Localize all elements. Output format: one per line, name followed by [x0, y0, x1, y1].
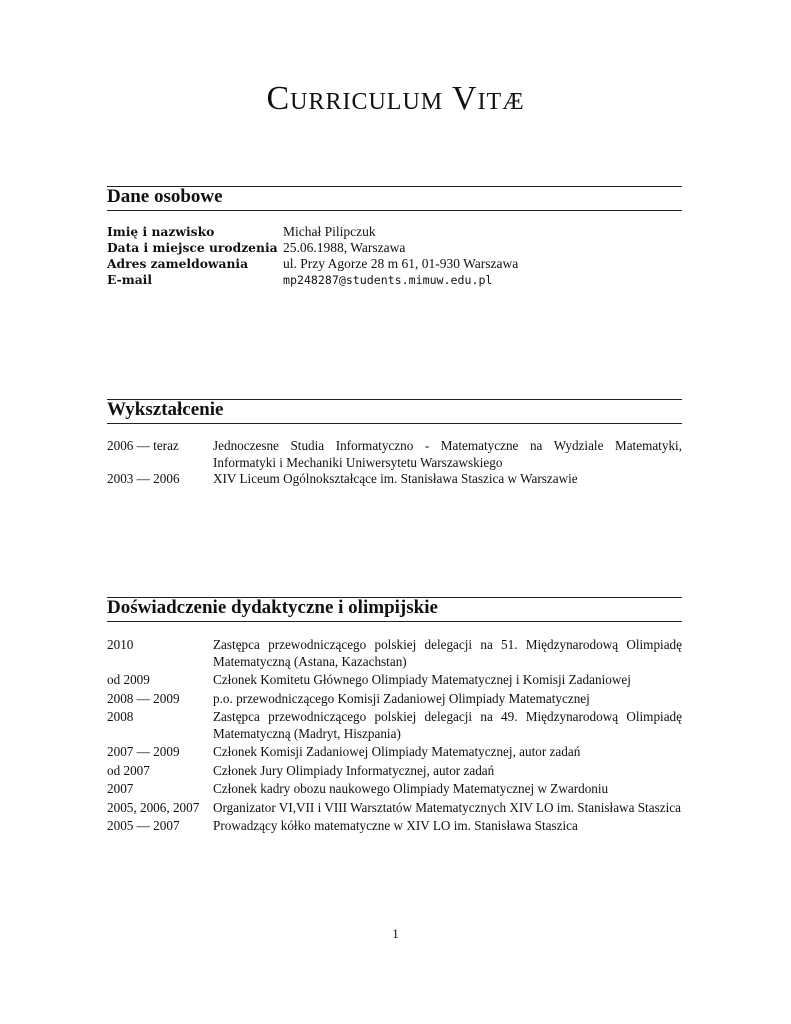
personal-row: [107, 224, 518, 240]
personal-row: [107, 272, 518, 288]
item-text: p.o. przewodniczącego Komisji Zadaniowej Olimpiady Matematycznej: [213, 690, 590, 706]
item-text: Zastępca przewodniczącego polskiej delegacji na 49. Międzynarodową Olimpiadę Matematyczną (Madryt, Hiszpania): [213, 709, 682, 741]
page-number: 1: [392, 926, 399, 941]
list-item: [107, 781, 682, 798]
education-list: [107, 438, 682, 488]
section-heading-experience: Doświadczenie dydaktyczne i olimpijskie: [107, 597, 682, 622]
personal-key: E-mail: [107, 272, 153, 287]
item-text: Członek Komisji Zadaniowej Olimpiady Matematycznej, autor zadań: [213, 744, 581, 759]
personal-key: Data i miejsce urodzenia: [107, 240, 278, 255]
item-date: 2008: [107, 709, 134, 724]
item-date: 2008 — 2009: [107, 690, 180, 706]
personal-row: [107, 256, 518, 272]
list-item: [107, 637, 682, 670]
personal-value: Michał Pilipczuk: [283, 224, 376, 239]
personal-value: ul. Przy Agorze 28 m 61, 01-930 Warszawa: [283, 256, 519, 271]
item-date: 2005, 2006, 2007: [107, 799, 200, 815]
item-text: Członek Komitetu Głównego Olimpiady Matematycznej i Komisji Zadaniowej: [213, 672, 631, 687]
item-text: Członek kadry obozu naukowego Olimpiady Matematycznej w Zwardoniu: [213, 781, 609, 796]
personal-key: Adres zameldowania: [107, 256, 249, 271]
item-text: Organizator VI,VII i VIII Warsztatów Matematycznych XIV LO im. Stanisława Staszica: [213, 799, 681, 815]
item-date: 2007: [107, 781, 134, 796]
item-date: 2010: [107, 637, 134, 652]
list-item: [107, 438, 682, 471]
item-date: od 2007: [107, 762, 150, 778]
email-value: mp248287@students.mimuw.edu.pl: [283, 273, 493, 287]
list-item: [107, 471, 682, 488]
list-item: [107, 744, 682, 761]
list-item: [107, 691, 682, 708]
section-heading-education: Wykształcenie: [107, 399, 682, 424]
list-item: [107, 709, 682, 742]
personal-value: 25.06.1988, Warszawa: [283, 240, 406, 255]
list-item: [107, 672, 682, 689]
item-text: Prowadzący kółko matematyczne w XIV LO im. Stanisława Staszica: [213, 818, 578, 833]
personal-row: [107, 240, 518, 256]
item-text: XIV Liceum Ogólnokształcące im. Stanisława Staszica w Warszawie: [213, 471, 578, 486]
item-text: Jednoczesne Studia Informatyczno - Matematyczne na Wydziale Matematyki, Informatyki i Mechaniki Uniwersytetu Warszawskiego: [213, 438, 682, 470]
list-item: [107, 800, 682, 817]
personal-data-table: [107, 224, 518, 288]
item-date: 2006 — teraz: [107, 438, 179, 453]
item-date: 2007 — 2009: [107, 744, 180, 759]
list-item: [107, 763, 682, 780]
item-date: od 2009: [107, 672, 150, 687]
section-heading-personal: Dane osobowe: [107, 186, 682, 211]
item-date: 2003 — 2006: [107, 471, 180, 486]
item-text: Zastępca przewodniczącego polskiej delegacji na 51. Międzynarodową Olimpiadę Matematyczną (Astana, Kazachstan): [213, 637, 682, 669]
item-text: Członek Jury Olimpiady Informatycznej, autor zadań: [213, 762, 495, 778]
experience-list: [107, 637, 682, 837]
page-title: Curriculum Vitæ: [266, 80, 525, 117]
personal-key: Imię i nazwisko: [107, 224, 215, 239]
list-item: [107, 818, 682, 835]
item-date: 2005 — 2007: [107, 818, 180, 833]
